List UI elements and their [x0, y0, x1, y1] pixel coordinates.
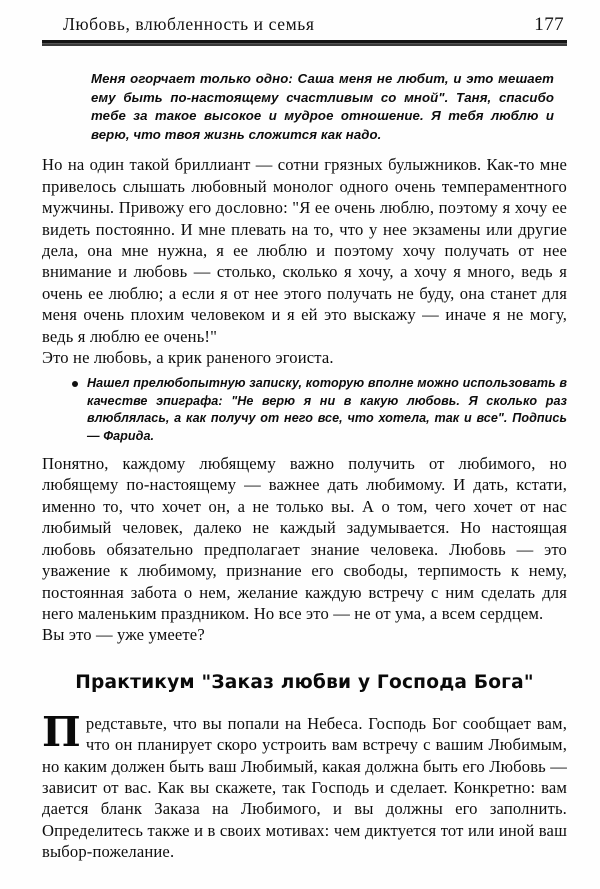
drop-cap-letter: П	[42, 707, 81, 756]
bullet-icon	[72, 375, 87, 387]
bulleted-note-text: Нашел прелюбопытную записку, которую вполне можно использовать в качестве эпиграфа: "Не верю я ни в какую любовь. Я сколько раз влюблялась, а как получу от него все, что хотела, так и все". Подпись — Фарида.	[87, 376, 567, 443]
section-heading: Практикум "Заказ любви у Господа Бога"	[75, 671, 534, 693]
spacer	[42, 646, 567, 672]
header-divider-rule	[42, 40, 567, 44]
page-number: 177	[534, 14, 564, 35]
italic-quote-block: Меня огорчает только одно: Саша меня не любит, и это мешает ему быть по-настоящему счастливым со мной". Таня, спасибо тебе за такое высокое и мудрое отношение. Я тебя люблю и верю, что твоя жизнь сложится как надо.	[91, 71, 554, 142]
body-paragraph-3: Понятно, каждому любящему важно получить от любимого, но любящему по-настоящему — важнее дать любимому. И дать, кстати, именно то, что хочет он, а не только вы. А о том, чего хочет от нас любимый человек, далеко не каждый задумывается. Но настоящая любовь обязательно предполагает знание человека. Любовь — это уважение к любимому, признание его свободы, терпимость к нему, постоянная забота о нем, желание каждую встречу с ним сделать для него маленьким праздником. Но все это — не от ума, а всем сердцем.	[42, 454, 567, 623]
body-paragraph-1: Но на один такой бриллиант — сотни грязных булыжников. Как-то мне привелось слышать любовный монолог одного очень темпераментного мужчины. Привожу его дословно: "Я ее очень люблю, поэтому я хочу ее видеть постоянно. И мне плевать на то, что у нее экзамены или другие дела, она мне нужна, я ее люблю и поэтому хочу получать от нее внимание и любовь — столько, сколько я хочу, а хочу я много, ведь я очень ее люблю; а если я от нее этого получать не буду, она станет для меня очень плохим человеком и я ей это выскажу — иначе я не могу, ведь я люблю ее очень!"	[42, 155, 567, 346]
body-paragraph-2: Это не любовь, а крик раненого эгоиста.	[42, 348, 334, 368]
running-head-title: Любовь, влюбленность и семья	[63, 14, 315, 34]
dropcap-paragraph	[42, 707, 567, 863]
dropcap-paragraph-text: редставьте, что вы попали на Небеса. Господь Бог сообщает вам, что он планирует скоро устроить вам встречу с вашим Любимым, но каким должен быть ваш Любимый, какая должна быть его Любовь — зависит от вас. Как вы скажете, так Господь и сделает. Конкретно: вам дается бланк Заказа на Любимого, и вы должны его заполнить. Определитесь также и в своих мотивах: чем диктуется тот или иной ваш выбор-пожелание.	[42, 713, 567, 862]
spacer	[42, 693, 567, 713]
page-content	[42, 62, 567, 863]
spacer	[42, 445, 567, 453]
bulleted-note	[72, 375, 567, 445]
spacer	[42, 144, 567, 154]
running-head	[42, 14, 567, 40]
body-paragraph-4: Вы это — уже умеете?	[42, 625, 205, 645]
